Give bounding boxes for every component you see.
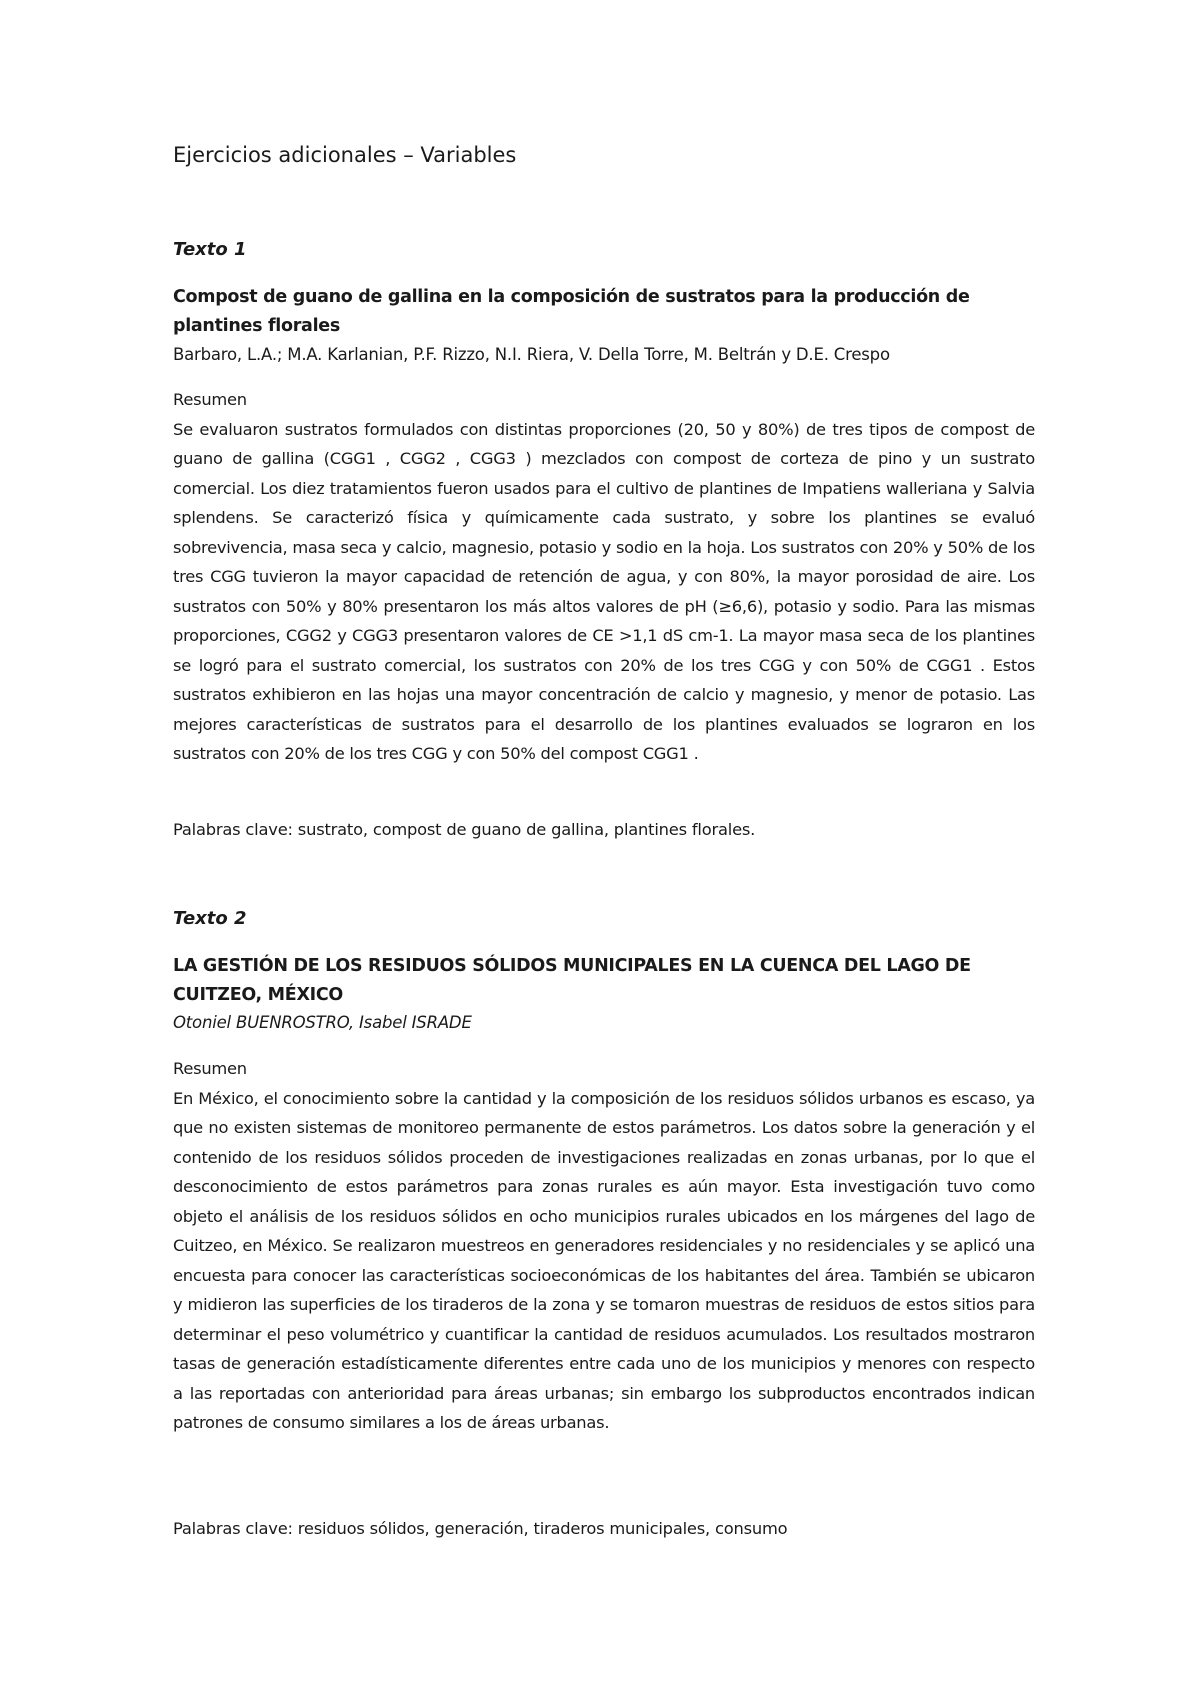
abstract-block-2: [173, 1054, 1035, 1438]
section-label-texto-1: Texto 1: [173, 239, 247, 260]
keywords-2: Palabras clave: residuos sólidos, generación, tiraderos municipales, consumo: [173, 1519, 788, 1538]
section-label-texto-2: Texto 2: [173, 908, 247, 929]
document-title: Ejercicios adicionales – Variables: [173, 143, 517, 167]
abstract-heading-2: Resumen: [173, 1059, 247, 1078]
authors-2: Otoniel BUENROSTRO, Isabel ISRADE: [173, 1013, 472, 1032]
keywords-1: Palabras clave: sustrato, compost de guano de gallina, plantines florales.: [173, 820, 756, 839]
abstract-text-1: Se evaluaron sustratos formulados con distintas proporciones (20, 50 y 80%) de tres tipos de compost de guano de gallina (CGG1 , CGG2 , CGG3 ) mezclados con compost de corteza de pino y un sustrato comercial. Los diez tratamientos fueron usados para el cultivo de plantines de Impatiens walleriana y Salvia splendens. Se caracterizó física y químicamente cada sustrato, y sobre los plantines se evaluó sobrevivencia, masa seca y calcio, magnesio, potasio y sodio en la hoja. Los sustratos con 20% y 50% de los tres CGG tuvieron la mayor capacidad de retención de agua, y con 80%, la mayor porosidad de aire. Los sustratos con 50% y 80% presentaron los más altos valores de pH (≥6,6), potasio y sodio. Para las mismas proporciones, CGG2 y CGG3 presentaron valores de CE >1,1 dS cm-1. La mayor masa seca de los plantines se logró para el sustrato comercial, los sustratos con 20% de los tres CGG y con 50% de CGG1 . Estos sustratos exhibieron en las hojas una mayor concentración de calcio y magnesio, y menor de potasio. Las mejores características de sustratos para el desarrollo de los plantines evaluados se lograron en los sustratos con 20% de los tres CGG y con 50% del compost CGG1 .: [173, 419, 1035, 763]
article-title-2: LA GESTIÓN DE LOS RESIDUOS SÓLIDOS MUNICIPALES EN LA CUENCA DEL LAGO DE CUITZEO, MÉXICO: [173, 956, 971, 1005]
authors-1: Barbaro, L.A.; M.A. Karlanian, P.F. Rizzo, N.I. Riera, V. Della Torre, M. Beltrán y D.E. Crespo: [173, 345, 890, 364]
abstract-text-2: En México, el conocimiento sobre la cantidad y la composición de los residuos sólidos urbanos es escaso, ya que no existen sistemas de monitoreo permanente de estos parámetros. Los datos sobre la generación y el contenido de los residuos sólidos proceden de investigaciones realizadas en zonas urbanas, por lo que el desconocimiento de estos parámetros para zonas rurales es aún mayor. Esta investigación tuvo como objeto el análisis de los residuos sólidos en ocho municipios rurales ubicados en los márgenes del lago de Cuitzeo, en México. Se realizaron muestreos en generadores residenciales y no residenciales y se aplicó una encuesta para conocer las características socioeconómicas de los habitantes del área. También se ubicaron y midieron las superficies de los tiraderos de la zona y se tomaron muestras de residuos de estos sitios para determinar el peso volumétrico y cuantificar la cantidad de residuos acumulados. Los resultados mostraron tasas de generación estadísticamente diferentes entre cada uno de los municipios y menores con respecto a las reportadas con anterioridad para áreas urbanas; sin embargo los subproductos encontrados indican patrones de consumo similares a los de áreas urbanas.: [173, 1088, 1035, 1432]
article-title-1: Compost de guano de gallina en la composición de sustratos para la producción de plantines florales: [173, 287, 970, 336]
abstract-heading-1: Resumen: [173, 390, 247, 409]
abstract-block-1: [173, 385, 1035, 769]
